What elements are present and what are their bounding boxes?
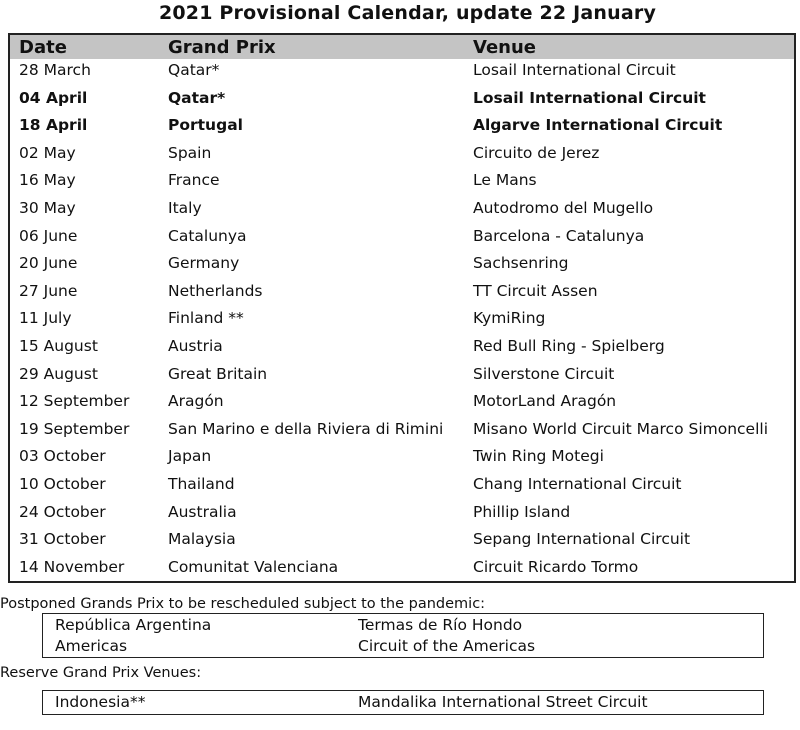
table-row xyxy=(10,195,794,222)
table-row xyxy=(10,305,794,332)
postponed-table xyxy=(42,613,764,658)
grand-prix-cell: Austria xyxy=(168,337,223,355)
date-cell: 29 August xyxy=(19,364,98,383)
reserve-label: Reserve Grand Prix Venues: xyxy=(0,665,202,681)
table-row xyxy=(10,554,794,581)
table-row xyxy=(10,85,794,112)
table-row xyxy=(10,526,794,553)
date-cell: 24 October xyxy=(19,502,106,521)
date-cell: 04 April xyxy=(19,88,88,107)
table-row xyxy=(10,250,794,277)
grand-prix-cell: Malaysia xyxy=(168,530,236,549)
table-row xyxy=(10,333,794,360)
venue-cell: Le Mans xyxy=(473,171,537,190)
venue-cell: Red Bull Ring - Spielberg xyxy=(473,337,665,355)
grand-prix-cell: France xyxy=(168,171,220,190)
venue-cell: Sachsenring xyxy=(473,254,569,273)
grand-prix-cell: Australia xyxy=(168,502,237,521)
table-row xyxy=(10,140,794,167)
venue-cell: Misano World Circuit Marco Simoncelli xyxy=(473,419,769,438)
column-header-grand-prix: Grand Prix xyxy=(168,37,276,58)
grand-prix-cell: Qatar* xyxy=(168,61,220,79)
grand-prix-cell: Aragón xyxy=(168,392,224,411)
date-cell: 18 April xyxy=(19,116,88,135)
postponed-label: Postponed Grands Prix to be rescheduled subject to the pandemic: xyxy=(0,596,486,612)
table-row xyxy=(10,416,794,443)
date-cell: 31 October xyxy=(19,530,106,549)
date-cell: 15 August xyxy=(19,337,98,355)
date-cell: 28 March xyxy=(19,61,91,79)
date-cell: 19 September xyxy=(19,419,130,438)
date-cell: 27 June xyxy=(19,281,78,300)
venue-cell: Autodromo del Mugello xyxy=(473,199,654,217)
column-header-date: Date xyxy=(19,37,67,58)
table-header xyxy=(10,35,794,59)
grand-prix-cell: Germany xyxy=(168,254,240,273)
venue-cell: Phillip Island xyxy=(473,502,571,521)
date-cell: 10 October xyxy=(19,475,106,493)
grand-prix-cell: Netherlands xyxy=(168,281,263,300)
table-row xyxy=(10,471,794,498)
grand-prix-cell: Catalunya xyxy=(168,226,247,245)
venue-cell: Losail International Circuit xyxy=(473,88,706,107)
grand-prix-cell: Portugal xyxy=(168,116,243,135)
date-cell: 20 June xyxy=(19,254,78,273)
table-row xyxy=(10,499,794,526)
venue-cell: Chang International Circuit xyxy=(473,475,682,493)
venue-cell: Twin Ring Motegi xyxy=(473,447,604,466)
venue-cell: Barcelona - Catalunya xyxy=(473,226,645,245)
grand-prix-cell: Comunitat Valenciana xyxy=(168,557,339,576)
grand-prix-cell: Japan xyxy=(168,447,212,466)
date-cell: 03 October xyxy=(19,447,106,466)
venue-cell: Circuit Ricardo Tormo xyxy=(473,557,639,576)
date-cell: 11 July xyxy=(19,309,72,328)
venue-cell: Sepang International Circuit xyxy=(473,530,691,549)
date-cell: 30 May xyxy=(19,199,76,217)
table-row xyxy=(10,223,794,250)
grand-prix-cell: Italy xyxy=(168,199,202,217)
grand-prix-cell: San Marino e della Riviera di Rimini xyxy=(168,419,444,438)
venue-cell: Silverstone Circuit xyxy=(473,364,615,383)
table-row xyxy=(10,361,794,388)
date-cell: 02 May xyxy=(19,143,76,162)
venue-cell: Circuito de Jerez xyxy=(473,143,600,162)
date-cell: 06 June xyxy=(19,226,78,245)
table-row xyxy=(10,57,794,84)
grand-prix-cell: Americas xyxy=(55,637,128,655)
date-cell: 14 November xyxy=(19,557,125,576)
grand-prix-cell: Finland ** xyxy=(168,309,244,328)
venue-cell: Termas de Río Hondo xyxy=(358,616,523,634)
venue-cell: TT Circuit Assen xyxy=(473,281,598,300)
table-row xyxy=(10,278,794,305)
grand-prix-cell: Qatar* xyxy=(168,88,226,107)
table-row xyxy=(10,112,794,139)
date-cell: 16 May xyxy=(19,171,76,190)
table-row xyxy=(10,167,794,194)
grand-prix-cell: República Argentina xyxy=(55,616,212,634)
venue-cell: Algarve International Circuit xyxy=(473,116,723,135)
grand-prix-cell: Indonesia** xyxy=(55,693,146,711)
calendar-table xyxy=(8,33,796,583)
grand-prix-cell: Thailand xyxy=(168,475,235,493)
reserve-table xyxy=(42,690,764,715)
grand-prix-cell: Spain xyxy=(168,143,212,162)
venue-cell: Circuit of the Americas xyxy=(358,637,536,655)
venue-cell: Losail International Circuit xyxy=(473,61,676,79)
table-row xyxy=(10,443,794,470)
column-header-venue: Venue xyxy=(473,37,536,58)
venue-cell: Mandalika International Street Circuit xyxy=(358,693,648,711)
date-cell: 12 September xyxy=(19,392,130,411)
page-title: 2021 Provisional Calendar, update 22 January xyxy=(158,2,657,24)
venue-cell: KymiRing xyxy=(473,309,546,328)
table-row xyxy=(10,388,794,415)
grand-prix-cell: Great Britain xyxy=(168,364,268,383)
venue-cell: MotorLand Aragón xyxy=(473,392,617,411)
